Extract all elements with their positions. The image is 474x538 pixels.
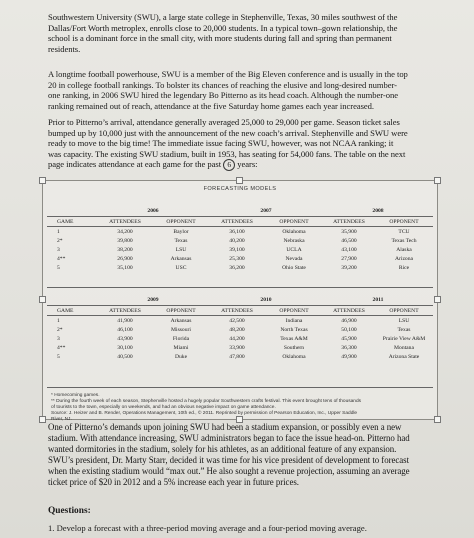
table-row (47, 316, 433, 326)
football-paragraph (48, 69, 438, 111)
text-line: ranking remained out of reach, attendance at the five Saturday home games each year increased. (48, 100, 375, 111)
year-header: 2007 (260, 208, 272, 214)
resize-handle[interactable] (236, 177, 243, 184)
text-fragment: page indicates attendance at each game for the past (48, 159, 222, 170)
text-line: was capacity. The existing SWU stadium, built in 1953, has seating for 54,000 fans. The table on the next (48, 148, 406, 159)
text-line: 20 in college football rankings. To bolster its chances of reaching the elusive and long-desired number- (48, 79, 397, 90)
table-caption: FORECASTING MODELS (203, 186, 277, 192)
table-row (47, 227, 433, 237)
game-number: 5 (57, 353, 60, 360)
attendance-cell: 47,800 (229, 353, 245, 360)
game-number: 2* (57, 237, 63, 244)
opponent-cell: Arizona (394, 255, 414, 262)
opponent-cell: Nebraska (283, 237, 305, 244)
attendance-cell: 41,900 (117, 317, 133, 324)
table-row (47, 325, 433, 334)
text-line: when the existing stadium would “max out.” He also sought a revenue projection, assuming an average (48, 466, 410, 476)
attendance-cell: 33,900 (229, 344, 245, 351)
opponent-cell: LSU (398, 317, 410, 324)
opponent-cell: Duke (174, 353, 188, 360)
attendance-cell: 38,200 (117, 246, 133, 253)
opponent-cell: Texas A&M (280, 335, 308, 342)
attendance-cell: 39,100 (229, 246, 245, 253)
game-number: 3 (57, 335, 60, 342)
opponent-cell: Oklahoma (282, 228, 306, 235)
intro-paragraph (48, 12, 438, 54)
year-header: 2010 (260, 297, 272, 303)
year-header: 2009 (147, 297, 159, 303)
table-row (47, 263, 433, 272)
opponent-cell: Missouri (171, 326, 191, 333)
game-number: 3 (57, 246, 60, 253)
text-line: ready to move to the big time! The immediate issue facing SWU, however, was not NCAA ranking; it (48, 138, 394, 149)
text-line: one ranking, in 2006 SWU hired the legendary Bo Pitterno as its head coach. Although the number-one (48, 90, 399, 101)
table-row (47, 245, 433, 254)
column-header: ATTENDEES (323, 217, 375, 227)
attendance-paragraph (48, 117, 438, 171)
table-row (47, 334, 433, 343)
question-1: 1. Develop a forecast with a three-period moving average and a four-period moving average. (48, 523, 367, 533)
opponent-cell: Ohio State (282, 264, 306, 271)
attendance-cell: 36,300 (341, 344, 357, 351)
attendance-cell: 44,200 (229, 335, 245, 342)
column-header: GAME (47, 217, 97, 227)
opponent-cell: Alaska (396, 246, 412, 253)
table-divider (47, 387, 433, 388)
resize-handle[interactable] (39, 177, 46, 184)
attendance-table-figure (42, 180, 438, 420)
footnote: River, NJ. (51, 417, 72, 422)
resize-handle[interactable] (434, 177, 441, 184)
opponent-cell: Rice (398, 264, 410, 271)
table-row (47, 254, 433, 263)
game-number: 1 (57, 228, 60, 235)
column-header: ATTENDEES (209, 217, 265, 227)
column-header: ATTENDEES (209, 306, 265, 316)
attendance-cell: 42,500 (229, 317, 245, 324)
year-header: 2011 (372, 297, 384, 303)
year-header: 2008 (372, 208, 384, 214)
attendance-cell: 43,100 (341, 246, 357, 253)
text-line: school is a dominant force in the small city, with more students during fall and spring than permanent (48, 33, 392, 44)
attendance-cell: 30,100 (117, 344, 133, 351)
table-divider (47, 287, 433, 288)
opponent-cell: USC (175, 264, 187, 271)
opponent-cell: Arizona State (388, 353, 420, 360)
attendance-cell: 35,900 (341, 228, 357, 235)
attendance-cell: 49,900 (341, 353, 357, 360)
footnote: * Homecoming games. (51, 393, 100, 398)
attendance-table-2009-2011 (47, 295, 433, 361)
expansion-paragraph (48, 422, 440, 488)
column-header: OPPONENT (375, 306, 433, 316)
text-line (48, 159, 438, 171)
text-line: One of Pitterno’s demands upon joining SWU had been a stadium expansion, or possibly even a new (48, 422, 402, 432)
opponent-cell: Miami (173, 344, 189, 351)
attendance-cell: 46,100 (117, 326, 133, 333)
opponent-cell: Southern (283, 344, 305, 351)
attendance-cell: 26,900 (117, 255, 133, 262)
opponent-cell: Florida (172, 335, 190, 342)
text-line: wanted dormitories in the stadium, solely for his athletes, as an additional feature of any expansion. (48, 444, 397, 454)
questions-heading: Questions: (48, 506, 91, 516)
opponent-cell: North Texas (280, 326, 308, 333)
attendance-cell: 50,100 (341, 326, 357, 333)
footnote: of tourists to the town, especially on weekends, and had an obvious negative impact on game attendance. (51, 405, 276, 410)
resize-handle[interactable] (39, 416, 46, 423)
attendance-cell: 39,800 (117, 237, 133, 244)
opponent-cell: Texas (174, 237, 188, 244)
table-row (47, 352, 433, 361)
game-number: 4** (57, 344, 66, 351)
opponent-cell: Texas Tech (391, 237, 417, 244)
attendance-cell: 45,900 (341, 335, 357, 342)
text-fragment: years: (237, 159, 258, 170)
attendance-table-2006-2008 (47, 206, 433, 272)
game-number: 4** (57, 255, 66, 262)
text-line: Prior to Pitterno’s arrival, attendance generally averaged 25,000 to 29,000 per game. Season ticket sales (48, 117, 400, 127)
attendance-cell: 48,200 (229, 326, 245, 333)
column-header: ATTENDEES (97, 217, 153, 227)
attendance-cell: 34,200 (117, 228, 133, 235)
attendance-cell: 40,500 (117, 353, 133, 360)
column-header: OPPONENT (153, 217, 209, 227)
column-header: GAME (47, 306, 97, 316)
table-footnotes (51, 393, 431, 423)
text-line: stadium. With attendance increasing, SWU administrators began to face the issue head-on. Pitterno had (48, 433, 410, 443)
opponent-cell: Texas (397, 326, 411, 333)
resize-handle[interactable] (39, 296, 46, 303)
attendance-cell: 43,900 (117, 335, 133, 342)
attendance-cell: 46,500 (341, 237, 357, 244)
text-line: A longtime football powerhouse, SWU is a member of the Big Eleven conference and is usually in the top (48, 69, 408, 79)
game-number: 2* (57, 326, 63, 333)
text-line: Dallas/Fort Worth metroplex, enrolls close to 20,000 students. In a typical town–gown relationship, the (48, 22, 398, 33)
column-header: OPPONENT (375, 217, 433, 227)
opponent-cell: Arkansas (170, 317, 192, 324)
opponent-cell: Nevada (285, 255, 303, 262)
attendance-cell: 35,100 (117, 264, 133, 271)
opponent-cell: LSU (175, 246, 187, 253)
opponent-cell: Oklahoma (282, 353, 306, 360)
attendance-cell: 36,100 (229, 228, 245, 235)
opponent-cell: Montana (394, 344, 414, 351)
column-header: OPPONENT (265, 306, 323, 316)
column-header: OPPONENT (153, 306, 209, 316)
year-header: 2006 (147, 208, 159, 214)
column-header: OPPONENT (265, 217, 323, 227)
table-row (47, 343, 433, 352)
attendance-cell: 39,200 (341, 264, 357, 271)
footnote: ** During the fourth week of each season, Stephenville hosted a hugely popular Southwestern crafts festival. This event brought tens of thousands (51, 399, 362, 404)
column-header: ATTENDEES (97, 306, 153, 316)
opponent-cell: TCU (398, 228, 410, 235)
attendance-cell: 25,300 (229, 255, 245, 262)
text-line: SWU’s president, Dr. Marty Starr, decided it was time for his vice president of development to forecast (48, 455, 409, 465)
column-header: ATTENDEES (323, 306, 375, 316)
footnote: Source: J. Heizer and B. Render, Operations Management, 10th ed., © 2011. Reprinted by permission of Pearson Education, Inc., Upper Saddle (51, 411, 358, 416)
circled-number: 6 (223, 159, 235, 171)
opponent-cell: Arkansas (170, 255, 192, 262)
text-line: ticket price of $20 in 2012 and a 5% increase each year in future prices. (48, 477, 299, 487)
text-line: Southwestern University (SWU), a large state college in Stephenville, Texas, 30 miles southwest of the (48, 12, 398, 22)
text-line: bumped up by 10,000 just with the announcement of the new coach’s arrival. Stephenville and SWU were (48, 127, 408, 138)
opponent-cell: UCLA (286, 246, 302, 253)
game-number: 5 (57, 264, 60, 271)
game-number: 1 (57, 317, 60, 324)
table-row (47, 236, 433, 245)
attendance-cell: 46,900 (341, 317, 357, 324)
opponent-cell: Prairie View A&M (382, 335, 426, 342)
opponent-cell: Indiana (285, 317, 303, 324)
opponent-cell: Baylor (173, 228, 189, 235)
attendance-cell: 27,900 (341, 255, 357, 262)
resize-handle[interactable] (434, 296, 441, 303)
attendance-cell: 36,200 (229, 264, 245, 271)
text-line: residents. (48, 43, 81, 54)
attendance-cell: 40,200 (229, 237, 245, 244)
